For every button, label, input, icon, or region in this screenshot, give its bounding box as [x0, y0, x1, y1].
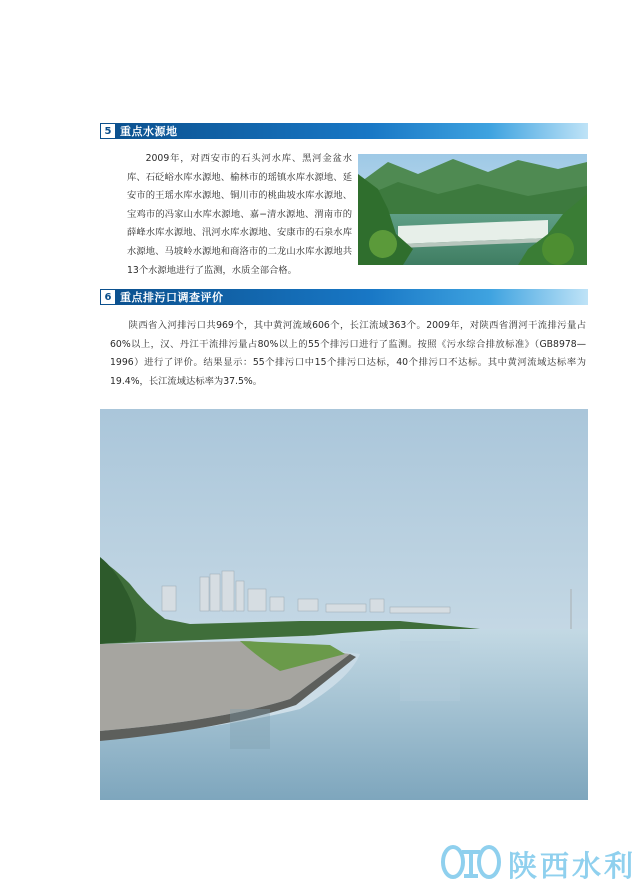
section-5-paragraph: 2009年，对西安市的石头河水库、黑河金盆水库、石砭峪水库水源地、榆林市的瑶镇水库水源地、延安市的王瑶水库水源地、铜川市的桃曲坡水库水源地、宝鸡市的冯家山水库水源地、嘉−清水源地、渭南市的薛峰水库水源地、汛河水库水源地、安康市的石泉水库水源地、马坡岭水源地和商洛市的二龙山水库水源地共13个水源地进行了监测，水质全部合格。 [127, 153, 352, 276]
section-5-number: 5 [101, 124, 115, 138]
section-6-paragraph: 陕西省入河排污口共969个，其中黄河流域606个，长江流域363个。2009年，对陕西省渭河干流排污量占60%以上，汉、丹江干流排污量占80%以上的55个排污口进行了监测。按照《污水综合排放标准》（GB8978—1996）进行了评价。结果显示：55个排污口中15个排污口达标，40个排污口不达标。其中黄河流域达标率为19.4%，长江流域达标率为37.5%。 [110, 320, 586, 387]
riverside-city-photo [100, 409, 588, 800]
footer-logo [440, 842, 636, 886]
section-6-header [100, 289, 588, 305]
section-5-header [100, 123, 588, 139]
section-5-title: 重点水源地 [120, 125, 178, 138]
section-6-title: 重点排污口调查评价 [120, 291, 224, 304]
section-6-number: 6 [101, 290, 115, 304]
water-logo-icon [440, 842, 502, 886]
reservoir-dam-photo [358, 154, 587, 265]
logo-text: 陕西水利 [508, 848, 637, 883]
